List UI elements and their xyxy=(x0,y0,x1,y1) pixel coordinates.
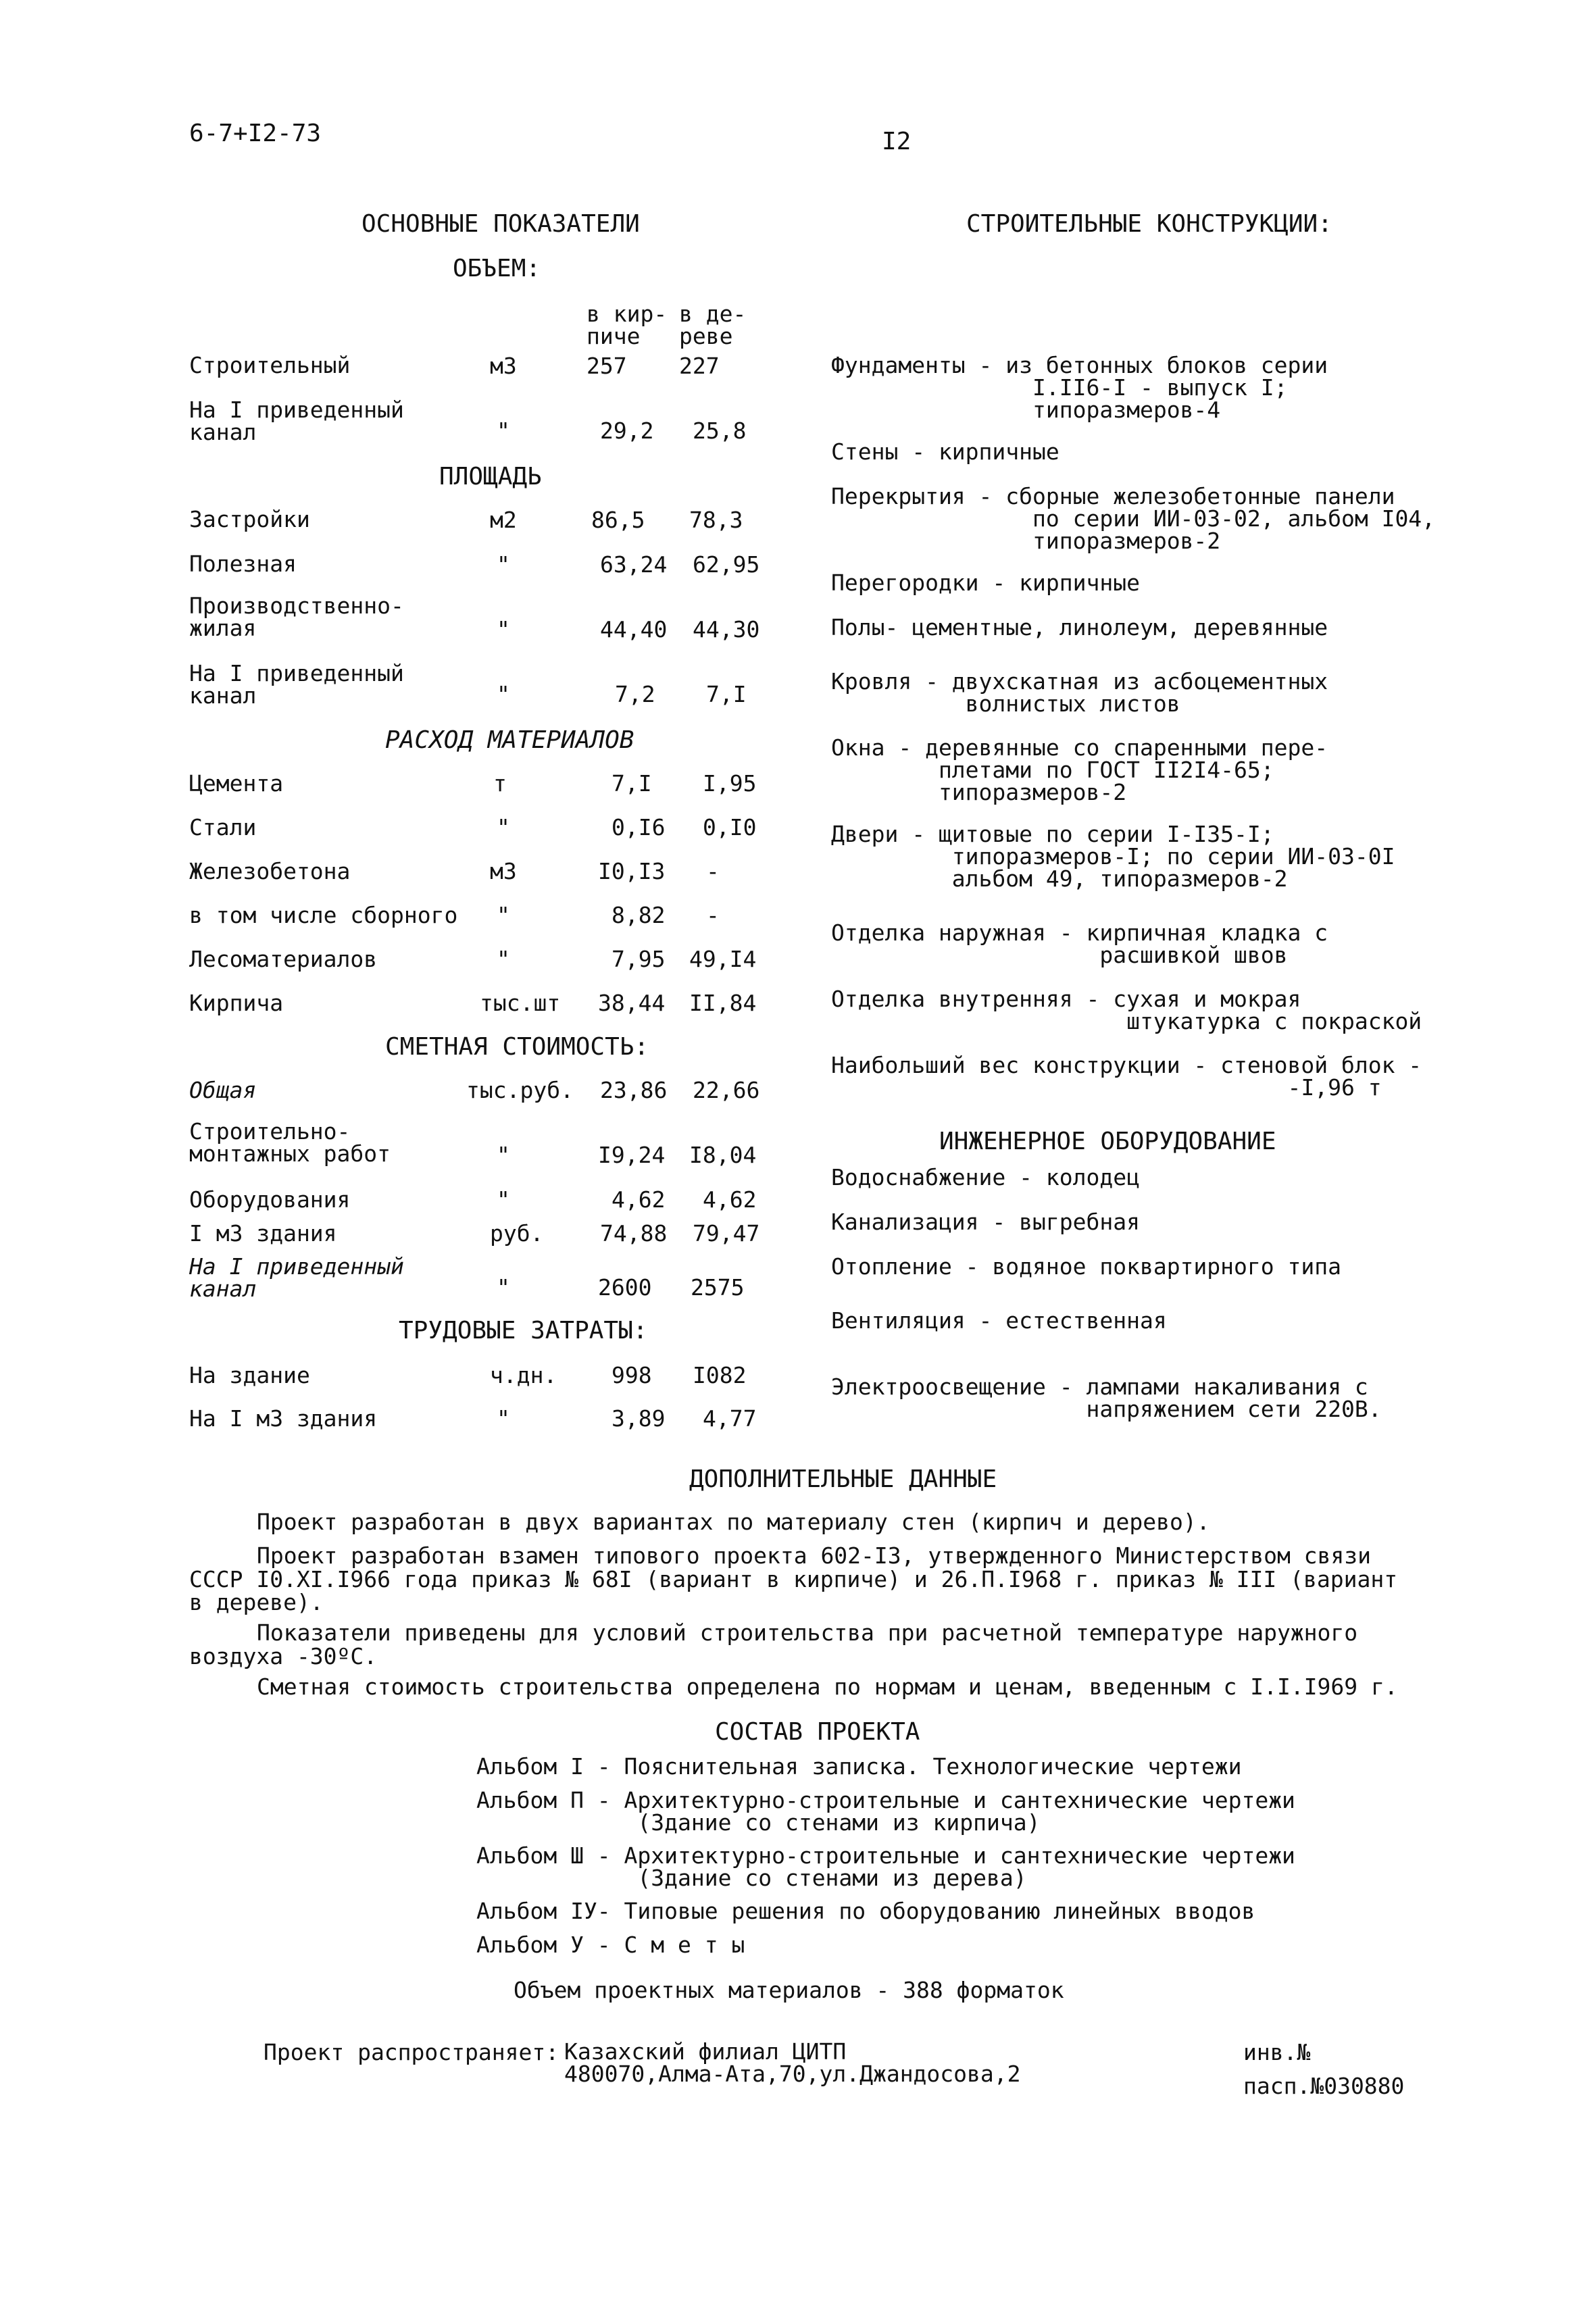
row-value-wood: 25,8 xyxy=(693,418,747,444)
row-value-brick: 4,62 xyxy=(612,1186,666,1213)
row-value-wood: - xyxy=(706,902,720,928)
row-value-brick: 8,82 xyxy=(612,902,666,928)
row-value-wood: - xyxy=(706,858,720,884)
main-indicators-title: ОСНОВНЫЕ ПОКАЗАТЕЛИ xyxy=(361,210,640,238)
additional-paragraph: Показатели приведены для условий строительства при расчетной температуре наружного воздуха -30ºС. xyxy=(189,1619,1358,1669)
row-value-brick: 86,5 xyxy=(591,507,645,533)
row-label: Строительно- монтажных работ xyxy=(189,1118,391,1167)
composition-title: СОСТАВ ПРОЕКТА xyxy=(715,1718,920,1746)
row-unit: тыс.шт xyxy=(480,990,561,1016)
row-value-brick: 0,I6 xyxy=(612,814,666,840)
row-value-brick: 63,24 xyxy=(600,551,668,578)
row-label: Застройки xyxy=(189,506,310,532)
engineering-title: ИНЖЕНЕРНОЕ ОБОРУДОВАНИЕ xyxy=(939,1128,1276,1155)
row-unit: " xyxy=(497,616,510,643)
materials-heading: РАСХОД МАТЕРИАЛОВ xyxy=(385,726,634,754)
engineering-item-ventilation: Вентиляция - естественная xyxy=(831,1307,1167,1334)
row-value-brick: 44,40 xyxy=(600,616,668,643)
album-item: Альбом Ш - Архитектурно-строительные и сантехнические чертежи (Здание со стенами из дерева) xyxy=(476,1842,1295,1891)
row-value-brick: 7,95 xyxy=(612,946,666,972)
row-value-wood: 49,I4 xyxy=(689,946,757,972)
row-value-wood: 44,30 xyxy=(693,616,760,643)
construction-item-doors: Двери - щитовые по серии I-I35-I; типоразмеров-I; по серии ИИ-03-0I альбом 49, типоразмеров-2 xyxy=(831,821,1395,892)
row-unit: " xyxy=(497,418,510,444)
row-value-brick: I9,24 xyxy=(598,1142,666,1168)
row-unit: " xyxy=(497,1142,510,1168)
row-label: На I приведенный канал xyxy=(189,397,404,445)
row-unit: " xyxy=(497,814,510,840)
row-label: Кирпича xyxy=(189,990,284,1016)
engineering-item-lighting: Электроосвещение - лампами накаливания с напряжением сети 220В. xyxy=(831,1374,1382,1422)
engineering-item-sewage: Канализация - выгребная xyxy=(831,1209,1140,1235)
engineering-item-water: Водоснабжение - колодец xyxy=(831,1164,1140,1190)
row-value-wood: 22,66 xyxy=(693,1077,760,1103)
row-value-brick: 7,I xyxy=(612,770,652,797)
row-value-brick: 257 xyxy=(587,353,627,379)
row-unit: тыс.руб. xyxy=(466,1077,574,1103)
row-value-wood: 4,62 xyxy=(703,1186,757,1213)
construction-item-exterior-finish: Отделка наружная - кирпичная кладка с расшивкой швов xyxy=(831,920,1328,968)
row-value-brick: 23,86 xyxy=(600,1077,668,1103)
col-brick-heading: в кир- пиче xyxy=(587,301,668,349)
row-unit: ч.дн. xyxy=(490,1362,557,1388)
area-heading: ПЛОЩАДЬ xyxy=(439,463,542,491)
album-item: Альбом У - С м е т ы xyxy=(476,1932,745,1958)
row-unit: м2 xyxy=(490,507,517,533)
construction-item-max-weight: Наибольший вес конструкции - стеновой блок - -I,96 т xyxy=(831,1052,1422,1101)
row-value-wood: 79,47 xyxy=(693,1220,760,1247)
row-value-wood: 227 xyxy=(679,353,720,379)
album-item: Альбом I - Пояснительная записка. Технологические чертежи xyxy=(476,1753,1242,1780)
row-unit: м3 xyxy=(490,858,517,884)
row-value-brick: 29,2 xyxy=(600,418,654,444)
row-unit: " xyxy=(497,946,510,972)
row-value-brick: 2600 xyxy=(598,1274,652,1301)
row-label: I м3 здания xyxy=(189,1220,337,1247)
volume-heading: ОБЪЕМ: xyxy=(453,255,541,282)
row-label: Железобетона xyxy=(189,858,351,884)
row-value-wood: 0,I0 xyxy=(703,814,757,840)
engineering-item-heating: Отопление - водяное поквартирного типа xyxy=(831,1253,1341,1280)
construction-item-interior-finish: Отделка внутренняя - сухая и мокрая штукатурка с покраской xyxy=(831,986,1422,1034)
construction-item-foundations: Фундаменты - из бетонных блоков серии I.II6-I - выпуск I; типоразмеров-4 xyxy=(831,352,1328,423)
row-label: Полезная xyxy=(189,551,297,577)
cost-heading: СМЕТНАЯ СТОИМОСТЬ: xyxy=(385,1033,649,1061)
row-label: На I м3 здания xyxy=(189,1405,378,1432)
row-unit: руб. xyxy=(490,1220,544,1247)
document-code: 6-7+I2-73 xyxy=(189,120,322,147)
construction-item-windows: Окна - деревянные со спаренными пере- плетами по ГОСТ II2I4-65; типоразмеров-2 xyxy=(831,734,1328,805)
passport-number: пасп.№030880 xyxy=(1243,2073,1405,2099)
construction-item-partitions: Перегородки - кирпичные xyxy=(831,570,1140,596)
additional-paragraph: Проект разработан в двух вариантах по материалу стен (кирпич и дерево). xyxy=(257,1509,1210,1535)
construction-item-walls: Стены - кирпичные xyxy=(831,438,1059,465)
row-value-brick: 38,44 xyxy=(598,990,666,1016)
row-label: Оборудования xyxy=(189,1186,351,1213)
additional-paragraph: Сметная стоимость строительства определена по нормам и ценам, введенным с I.I.I969 г. xyxy=(257,1674,1398,1700)
row-value-wood: 7,I xyxy=(706,681,747,707)
row-unit: " xyxy=(497,1274,510,1301)
additional-paragraph: Проект разработан взамен типового проекта 602-I3, утвержденного Министерством связи СССР I0.XI.I966 года приказ № 68I (вариант в кирпиче) и 26.П.I968 г. приказ № III (вариант в дереве). xyxy=(189,1542,1398,1616)
row-label: Строительный xyxy=(189,352,351,378)
row-value-brick: 7,2 xyxy=(615,681,655,707)
construction-item-floors: Полы- цементные, линолеум, деревянные xyxy=(831,614,1328,640)
row-value-wood: I,95 xyxy=(703,770,757,797)
row-label: Цемента xyxy=(189,770,284,797)
row-label: Лесоматериалов xyxy=(189,946,378,972)
row-label: Производственно- жилая xyxy=(189,593,404,641)
distributor-label: Проект распространяет: xyxy=(264,2039,559,2065)
row-label: На I приведенный канал xyxy=(189,660,404,709)
row-unit: т xyxy=(493,770,507,797)
row-label: Стали xyxy=(189,814,257,840)
row-label: На I приведенный канал xyxy=(189,1253,404,1302)
row-unit: " xyxy=(497,1405,510,1432)
inventory-number: инв.№ xyxy=(1243,2039,1311,2065)
distributor-address: Казахский филиал ЦИТП 480070,Алма-Ата,70,ул.Джандосова,2 xyxy=(564,2038,1021,2087)
materials-volume: Объем проектных материалов - 388 форматок xyxy=(514,1977,1064,2003)
album-item: Альбом П - Архитектурно-строительные и сантехнические чертежи (Здание со стенами из кирпича) xyxy=(476,1787,1295,1836)
row-unit: " xyxy=(497,681,510,707)
row-unit: " xyxy=(497,551,510,578)
row-value-brick: 3,89 xyxy=(612,1405,666,1432)
album-item: Альбом IУ- Типовые решения по оборудованию линейных вводов xyxy=(476,1898,1255,1924)
row-unit: м3 xyxy=(490,353,517,379)
row-unit: " xyxy=(497,902,510,928)
row-value-wood: II,84 xyxy=(689,990,757,1016)
row-value-wood: I8,04 xyxy=(689,1142,757,1168)
row-unit: " xyxy=(497,1186,510,1213)
construction-item-floors-slabs: Перекрытия - сборные железобетонные панели по серии ИИ-03-02, альбом I04, типоразмеров-2 xyxy=(831,483,1436,554)
row-value-brick: 74,88 xyxy=(600,1220,668,1247)
labor-heading: ТРУДОВЫЕ ЗАТРАТЫ: xyxy=(399,1317,648,1344)
page-number: I2 xyxy=(882,128,912,155)
row-label: Общая xyxy=(189,1077,257,1103)
row-value-wood: 4,77 xyxy=(703,1405,757,1432)
row-value-wood: 78,3 xyxy=(689,507,743,533)
row-value-wood: 2575 xyxy=(691,1274,745,1301)
row-value-wood: I082 xyxy=(693,1362,747,1388)
additional-title: ДОПОЛНИТЕЛЬНЫЕ ДАННЫЕ xyxy=(689,1465,997,1493)
row-label: На здание xyxy=(189,1362,310,1388)
row-value-brick: 998 xyxy=(612,1362,652,1388)
constructions-title: СТРОИТЕЛЬНЫЕ КОНСТРУКЦИИ: xyxy=(966,210,1332,238)
row-value-wood: 62,95 xyxy=(693,551,760,578)
row-label: в том числе сборного xyxy=(189,902,458,928)
row-value-brick: I0,I3 xyxy=(598,858,666,884)
construction-item-roof: Кровля - двухскатная из асбоцементных волнистых листов xyxy=(831,668,1328,717)
col-wood-heading: в де- реве xyxy=(679,301,747,349)
